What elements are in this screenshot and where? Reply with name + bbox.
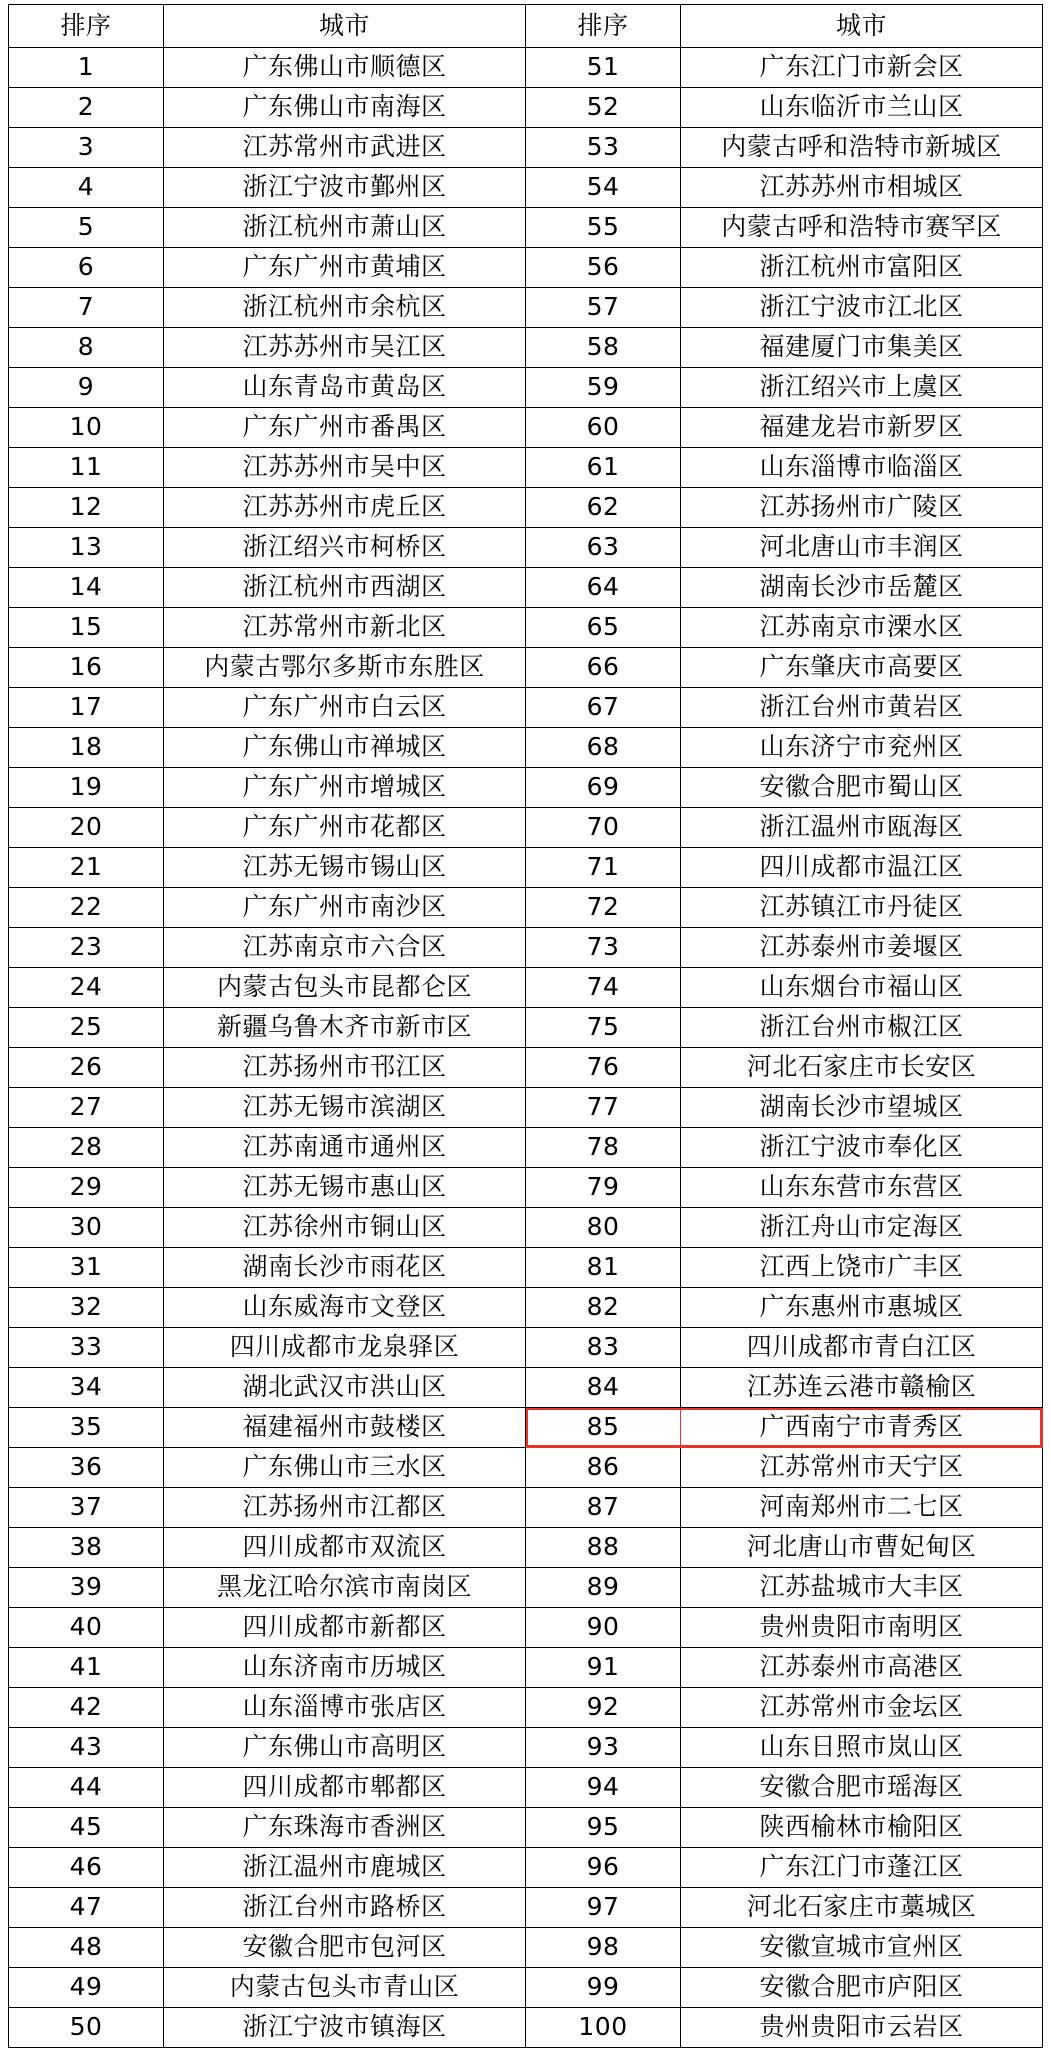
city-cell-right: 浙江杭州市富阳区 (681, 248, 1043, 288)
table-row (9, 1168, 1043, 1208)
rank-cell-left: 16 (9, 648, 164, 688)
table-row (9, 568, 1043, 608)
table-row (9, 168, 1043, 208)
table-row (9, 368, 1043, 408)
rank-cell-right: 96 (526, 1848, 681, 1888)
table-row (9, 1608, 1043, 1648)
table-row (9, 1848, 1043, 1888)
table-row (9, 848, 1043, 888)
city-cell-right: 浙江台州市黄岩区 (681, 688, 1043, 728)
rank-cell-left: 27 (9, 1088, 164, 1128)
city-cell-right: 四川成都市青白江区 (681, 1328, 1043, 1368)
rank-cell-right: 78 (526, 1128, 681, 1168)
city-cell-right: 江苏泰州市高港区 (681, 1648, 1043, 1688)
rank-cell-left: 22 (9, 888, 164, 928)
rank-cell-right: 82 (526, 1288, 681, 1328)
rank-cell-right: 99 (526, 1968, 681, 2008)
table-row (9, 1568, 1043, 1608)
city-cell-left: 广东珠海市香洲区 (164, 1808, 526, 1848)
city-cell-right: 河北唐山市丰润区 (681, 528, 1043, 568)
city-cell-right: 浙江绍兴市上虞区 (681, 368, 1043, 408)
rank-cell-left: 33 (9, 1328, 164, 1368)
city-cell-right: 江苏南京市溧水区 (681, 608, 1043, 648)
table-row (9, 1288, 1043, 1328)
city-cell-left: 广东佛山市三水区 (164, 1448, 526, 1488)
rank-cell-right: 83 (526, 1328, 681, 1368)
city-cell-right: 河南郑州市二七区 (681, 1488, 1043, 1528)
rank-cell-left: 34 (9, 1368, 164, 1408)
rank-cell-right: 92 (526, 1688, 681, 1728)
rank-cell-left: 42 (9, 1688, 164, 1728)
rank-cell-right: 79 (526, 1168, 681, 1208)
rank-cell-right: 59 (526, 368, 681, 408)
table-row (9, 808, 1043, 848)
rank-cell-left: 46 (9, 1848, 164, 1888)
city-cell-left: 广东广州市白云区 (164, 688, 526, 728)
table-row (9, 1208, 1043, 1248)
table-row (9, 208, 1043, 248)
city-cell-left: 山东济南市历城区 (164, 1648, 526, 1688)
city-cell-right: 安徽宣城市宣州区 (681, 1928, 1043, 1968)
table-row (9, 688, 1043, 728)
city-cell-right: 江西上饶市广丰区 (681, 1248, 1043, 1288)
city-cell-right: 江苏泰州市姜堰区 (681, 928, 1043, 968)
city-cell-left: 湖南长沙市雨花区 (164, 1248, 526, 1288)
rank-cell-left: 13 (9, 528, 164, 568)
table-row (9, 1808, 1043, 1848)
city-cell-left: 黑龙江哈尔滨市南岗区 (164, 1568, 526, 1608)
table-row (9, 1728, 1043, 1768)
city-cell-left: 新疆乌鲁木齐市新市区 (164, 1008, 526, 1048)
rank-cell-right: 98 (526, 1928, 681, 1968)
city-cell-left: 浙江杭州市余杭区 (164, 288, 526, 328)
city-cell-right: 江苏镇江市丹徒区 (681, 888, 1043, 928)
city-cell-left: 四川成都市郫都区 (164, 1768, 526, 1808)
table-row (9, 1008, 1043, 1048)
rank-cell-left: 30 (9, 1208, 164, 1248)
rank-cell-left: 6 (9, 248, 164, 288)
city-cell-right: 江苏苏州市相城区 (681, 168, 1043, 208)
table-row (9, 1048, 1043, 1088)
city-cell-left: 山东淄博市张店区 (164, 1688, 526, 1728)
city-cell-right: 福建厦门市集美区 (681, 328, 1043, 368)
city-cell-left: 江苏南京市六合区 (164, 928, 526, 968)
city-cell-left: 浙江绍兴市柯桥区 (164, 528, 526, 568)
rank-cell-right: 56 (526, 248, 681, 288)
rank-cell-left: 36 (9, 1448, 164, 1488)
city-cell-left: 四川成都市龙泉驿区 (164, 1328, 526, 1368)
city-cell-right: 安徽合肥市庐阳区 (681, 1968, 1043, 2008)
table-body (9, 48, 1043, 2048)
table-row (9, 1368, 1043, 1408)
city-cell-right: 广东肇庆市高要区 (681, 648, 1043, 688)
rank-cell-left: 47 (9, 1888, 164, 1928)
rank-cell-left: 28 (9, 1128, 164, 1168)
table-row (9, 1968, 1043, 2008)
city-ranking-table (8, 4, 1043, 2048)
rank-cell-right: 80 (526, 1208, 681, 1248)
city-cell-right: 山东济宁市兖州区 (681, 728, 1043, 768)
rank-cell-right: 67 (526, 688, 681, 728)
table-row (9, 488, 1043, 528)
rank-cell-right: 69 (526, 768, 681, 808)
city-cell-left: 安徽合肥市包河区 (164, 1928, 526, 1968)
table-row (9, 1128, 1043, 1168)
city-cell-left: 江苏扬州市江都区 (164, 1488, 526, 1528)
city-cell-left: 浙江台州市路桥区 (164, 1888, 526, 1928)
rank-cell-right: 51 (526, 48, 681, 88)
table-row (9, 968, 1043, 1008)
city-cell-right: 广东惠州市惠城区 (681, 1288, 1043, 1328)
table-row (9, 248, 1043, 288)
city-cell-left: 江苏扬州市邗江区 (164, 1048, 526, 1088)
table-row (9, 1688, 1043, 1728)
rank-cell-right: 77 (526, 1088, 681, 1128)
city-cell-left: 广东佛山市高明区 (164, 1728, 526, 1768)
city-cell-right: 四川成都市温江区 (681, 848, 1043, 888)
city-cell-left: 四川成都市双流区 (164, 1528, 526, 1568)
rank-cell-right: 62 (526, 488, 681, 528)
rank-cell-left: 35 (9, 1408, 164, 1448)
city-cell-right: 福建龙岩市新罗区 (681, 408, 1043, 448)
rank-cell-right: 90 (526, 1608, 681, 1648)
city-cell-right: 江苏扬州市广陵区 (681, 488, 1043, 528)
city-cell-right: 浙江舟山市定海区 (681, 1208, 1043, 1248)
rank-cell-left: 18 (9, 728, 164, 768)
rank-cell-left: 37 (9, 1488, 164, 1528)
rank-cell-right: 87 (526, 1488, 681, 1528)
table-row (9, 288, 1043, 328)
city-cell-right: 浙江宁波市江北区 (681, 288, 1043, 328)
city-cell-right: 山东淄博市临淄区 (681, 448, 1043, 488)
city-cell-left: 广东广州市花都区 (164, 808, 526, 848)
rank-cell-right: 65 (526, 608, 681, 648)
rank-cell-left: 15 (9, 608, 164, 648)
city-cell-right: 江苏连云港市赣榆区 (681, 1368, 1043, 1408)
table-row (9, 1648, 1043, 1688)
table-row (9, 528, 1043, 568)
table-row (9, 2008, 1043, 2048)
city-cell-left: 内蒙古包头市青山区 (164, 1968, 526, 2008)
column-header-city-left: 城市 (164, 5, 526, 48)
city-cell-left: 江苏徐州市铜山区 (164, 1208, 526, 1248)
city-cell-right: 广东江门市蓬江区 (681, 1848, 1043, 1888)
city-cell-left: 山东威海市文登区 (164, 1288, 526, 1328)
table-row (9, 1448, 1043, 1488)
rank-cell-left: 25 (9, 1008, 164, 1048)
rank-cell-left: 3 (9, 128, 164, 168)
rank-cell-left: 38 (9, 1528, 164, 1568)
city-cell-right: 江苏盐城市大丰区 (681, 1568, 1043, 1608)
city-cell-right: 安徽合肥市蜀山区 (681, 768, 1043, 808)
city-cell-right: 江苏常州市金坛区 (681, 1688, 1043, 1728)
table-row (9, 928, 1043, 968)
city-cell-left: 江苏苏州市吴中区 (164, 448, 526, 488)
rank-cell-left: 43 (9, 1728, 164, 1768)
table-row (9, 888, 1043, 928)
city-cell-right: 广东江门市新会区 (681, 48, 1043, 88)
rank-cell-left: 21 (9, 848, 164, 888)
rank-cell-left: 9 (9, 368, 164, 408)
rank-cell-right: 86 (526, 1448, 681, 1488)
city-cell-right: 内蒙古呼和浩特市新城区 (681, 128, 1043, 168)
table-row (9, 448, 1043, 488)
city-cell-left: 广东佛山市南海区 (164, 88, 526, 128)
rank-cell-left: 12 (9, 488, 164, 528)
column-header-rank-right: 排序 (526, 5, 681, 48)
rank-cell-right: 94 (526, 1768, 681, 1808)
city-cell-left: 广东广州市番禺区 (164, 408, 526, 448)
rank-cell-left: 32 (9, 1288, 164, 1328)
rank-cell-left: 40 (9, 1608, 164, 1648)
rank-cell-right: 58 (526, 328, 681, 368)
rank-cell-left: 8 (9, 328, 164, 368)
table-row (9, 1488, 1043, 1528)
rank-cell-right: 93 (526, 1728, 681, 1768)
city-cell-left: 江苏苏州市吴江区 (164, 328, 526, 368)
rank-cell-right: 100 (526, 2008, 681, 2048)
city-cell-left: 江苏常州市新北区 (164, 608, 526, 648)
rank-cell-right: 70 (526, 808, 681, 848)
rank-cell-right: 75 (526, 1008, 681, 1048)
city-cell-left: 江苏南通市通州区 (164, 1128, 526, 1168)
city-cell-left: 内蒙古包头市昆都仑区 (164, 968, 526, 1008)
rank-cell-left: 19 (9, 768, 164, 808)
rank-cell-right: 53 (526, 128, 681, 168)
rank-cell-left: 10 (9, 408, 164, 448)
city-cell-right: 贵州贵阳市云岩区 (681, 2008, 1043, 2048)
rank-cell-right: 74 (526, 968, 681, 1008)
city-cell-right: 山东东营市东营区 (681, 1168, 1043, 1208)
rank-cell-right: 63 (526, 528, 681, 568)
city-cell-right: 河北唐山市曹妃甸区 (681, 1528, 1043, 1568)
city-cell-left: 江苏苏州市虎丘区 (164, 488, 526, 528)
city-cell-right: 内蒙古呼和浩特市赛罕区 (681, 208, 1043, 248)
table-header (9, 5, 1043, 48)
city-cell-left: 江苏无锡市滨湖区 (164, 1088, 526, 1128)
rank-cell-right: 66 (526, 648, 681, 688)
rank-cell-left: 29 (9, 1168, 164, 1208)
table-row (9, 128, 1043, 168)
city-cell-left: 广东广州市南沙区 (164, 888, 526, 928)
city-cell-left: 江苏无锡市锡山区 (164, 848, 526, 888)
table-row (9, 328, 1043, 368)
rank-cell-left: 48 (9, 1928, 164, 1968)
city-cell-left: 江苏无锡市惠山区 (164, 1168, 526, 1208)
city-cell-right: 陕西榆林市榆阳区 (681, 1808, 1043, 1848)
table-row (9, 1888, 1043, 1928)
rank-cell-left: 45 (9, 1808, 164, 1848)
rank-cell-right: 61 (526, 448, 681, 488)
rank-cell-left: 1 (9, 48, 164, 88)
rank-cell-right: 57 (526, 288, 681, 328)
city-cell-left: 浙江宁波市镇海区 (164, 2008, 526, 2048)
column-header-city-right: 城市 (681, 5, 1043, 48)
rank-cell-left: 41 (9, 1648, 164, 1688)
table-row (9, 728, 1043, 768)
rank-cell-right: 95 (526, 1808, 681, 1848)
rank-cell-right: 52 (526, 88, 681, 128)
rank-cell-left: 44 (9, 1768, 164, 1808)
city-cell-left: 广东广州市增城区 (164, 768, 526, 808)
rank-cell-right: 68 (526, 728, 681, 768)
rank-cell-left: 17 (9, 688, 164, 728)
city-cell-right: 山东烟台市福山区 (681, 968, 1043, 1008)
rank-cell-right: 72 (526, 888, 681, 928)
city-cell-right: 浙江台州市椒江区 (681, 1008, 1043, 1048)
rank-cell-right: 60 (526, 408, 681, 448)
rank-cell-left: 39 (9, 1568, 164, 1608)
city-cell-left: 山东青岛市黄岛区 (164, 368, 526, 408)
rank-cell-left: 20 (9, 808, 164, 848)
city-cell-right: 浙江宁波市奉化区 (681, 1128, 1043, 1168)
rank-cell-left: 23 (9, 928, 164, 968)
rank-cell-right: 84 (526, 1368, 681, 1408)
city-cell-right: 河北石家庄市长安区 (681, 1048, 1043, 1088)
column-header-rank-left: 排序 (9, 5, 164, 48)
city-cell-right: 山东临沂市兰山区 (681, 88, 1043, 128)
rank-cell-left: 31 (9, 1248, 164, 1288)
rank-cell-left: 7 (9, 288, 164, 328)
city-cell-left: 浙江杭州市西湖区 (164, 568, 526, 608)
city-cell-right: 广西南宁市青秀区 (681, 1408, 1043, 1448)
table-row (9, 1928, 1043, 1968)
table-row (9, 1248, 1043, 1288)
city-cell-right: 湖南长沙市望城区 (681, 1088, 1043, 1128)
city-cell-left: 福建福州市鼓楼区 (164, 1408, 526, 1448)
city-cell-left: 广东广州市黄埔区 (164, 248, 526, 288)
rank-cell-left: 50 (9, 2008, 164, 2048)
rank-cell-right: 54 (526, 168, 681, 208)
rank-cell-left: 5 (9, 208, 164, 248)
rank-cell-right: 91 (526, 1648, 681, 1688)
table-row (9, 88, 1043, 128)
rank-cell-left: 49 (9, 1968, 164, 2008)
rank-cell-right: 81 (526, 1248, 681, 1288)
rank-cell-left: 14 (9, 568, 164, 608)
city-cell-left: 内蒙古鄂尔多斯市东胜区 (164, 648, 526, 688)
city-cell-right: 湖南长沙市岳麓区 (681, 568, 1043, 608)
rank-cell-right: 85 (526, 1408, 681, 1448)
table-row (9, 648, 1043, 688)
city-cell-right: 贵州贵阳市南明区 (681, 1608, 1043, 1648)
city-cell-right: 浙江温州市瓯海区 (681, 808, 1043, 848)
city-cell-left: 湖北武汉市洪山区 (164, 1368, 526, 1408)
city-cell-left: 广东佛山市禅城区 (164, 728, 526, 768)
city-cell-left: 广东佛山市顺德区 (164, 48, 526, 88)
table-row (9, 1328, 1043, 1368)
rank-cell-right: 88 (526, 1528, 681, 1568)
city-cell-right: 河北石家庄市藁城区 (681, 1888, 1043, 1928)
table-row (9, 1528, 1043, 1568)
city-cell-left: 江苏常州市武进区 (164, 128, 526, 168)
city-cell-right: 江苏常州市天宁区 (681, 1448, 1043, 1488)
city-cell-left: 四川成都市新都区 (164, 1608, 526, 1648)
rank-cell-left: 2 (9, 88, 164, 128)
table-row (9, 1768, 1043, 1808)
city-cell-left: 浙江宁波市鄞州区 (164, 168, 526, 208)
city-cell-right: 山东日照市岚山区 (681, 1728, 1043, 1768)
city-cell-left: 浙江温州市鹿城区 (164, 1848, 526, 1888)
rank-cell-right: 55 (526, 208, 681, 248)
table-row (9, 1408, 1043, 1448)
city-cell-right: 安徽合肥市瑶海区 (681, 1768, 1043, 1808)
rank-cell-left: 4 (9, 168, 164, 208)
table-row (9, 768, 1043, 808)
rank-cell-right: 89 (526, 1568, 681, 1608)
table-header-row (9, 5, 1043, 48)
table-row (9, 1088, 1043, 1128)
rank-cell-left: 26 (9, 1048, 164, 1088)
table-row (9, 48, 1043, 88)
rank-cell-left: 24 (9, 968, 164, 1008)
rank-cell-right: 64 (526, 568, 681, 608)
rank-cell-right: 71 (526, 848, 681, 888)
rank-cell-right: 97 (526, 1888, 681, 1928)
rank-cell-left: 11 (9, 448, 164, 488)
table-row (9, 608, 1043, 648)
city-cell-left: 浙江杭州市萧山区 (164, 208, 526, 248)
rank-cell-right: 73 (526, 928, 681, 968)
table-row (9, 408, 1043, 448)
rank-cell-right: 76 (526, 1048, 681, 1088)
